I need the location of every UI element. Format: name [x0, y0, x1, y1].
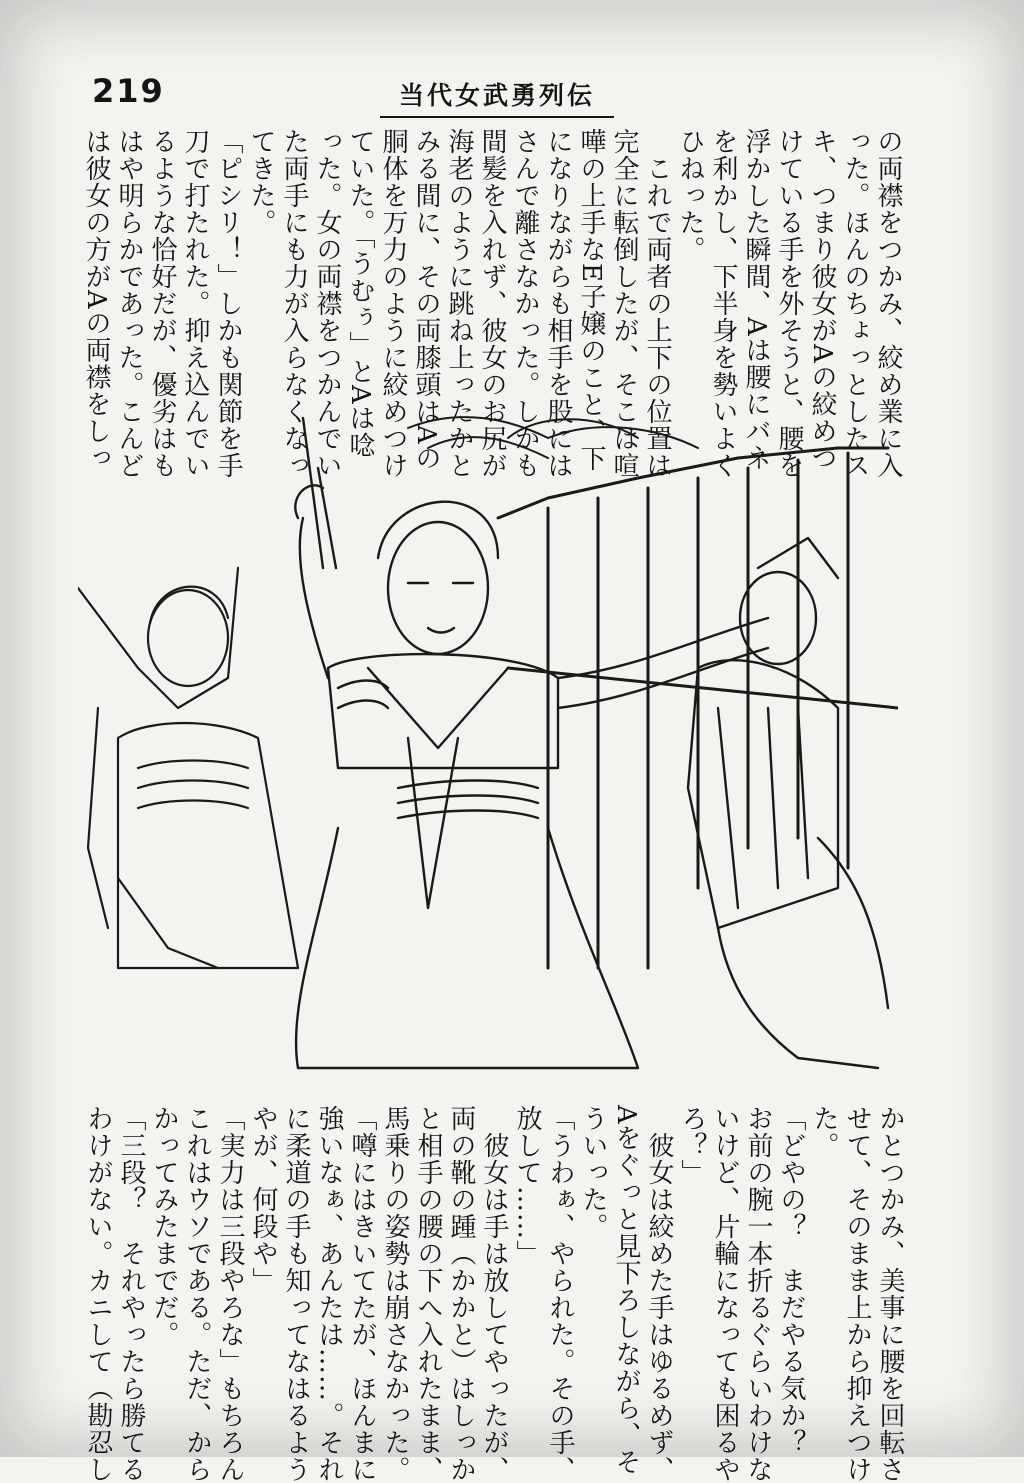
- text-column: かってみたまでだ。: [149, 1105, 179, 1348]
- text-column: Aをぐっと見下ろしながら、そ: [611, 1105, 641, 1476]
- text-column: 海老のように跳ね上ったかと: [444, 128, 474, 479]
- text-column: ろ？」: [677, 1105, 707, 1186]
- text-column: ういった。: [578, 1105, 608, 1240]
- illustration-drawing: [78, 408, 898, 1090]
- text-column: さんで離さなかった。しかも: [510, 128, 540, 479]
- text-column: 「どやの？ まだやる気か？: [776, 1105, 806, 1456]
- text-column: の両襟をつかみ、絞め業に入: [873, 128, 903, 479]
- left-girl: [78, 568, 298, 968]
- text-column: は彼女の方がAの両襟をしっ: [81, 128, 111, 472]
- text-column: けている手を外そうと、腰を: [774, 128, 804, 479]
- running-title: 当代女武勇列伝: [380, 76, 614, 118]
- text-column: せて、そのまま上から抑えつけ: [842, 1105, 872, 1483]
- text-column: になりながらも相手を股には: [543, 128, 573, 479]
- text-column: わけがない。カニして（勘忍し: [83, 1105, 113, 1483]
- text-column: 胴体を万力のように絞めつけ: [378, 128, 408, 479]
- text-column: キ、つまり彼女がAの絞めつ: [807, 128, 837, 472]
- text-column: 嘩の上手なE子嬢のこと、下: [576, 128, 606, 472]
- text-column: はや明らかであった。こんど: [114, 128, 144, 479]
- text-column: 「実力は三段やろな」もちろん: [215, 1105, 245, 1483]
- text-column: 強いなぁ、あんたは……。それ: [314, 1105, 344, 1483]
- text-column: 放して……」: [512, 1105, 542, 1267]
- text-column: 浮かした瞬間、Aは腰にバネ: [741, 128, 771, 472]
- page-number: 219: [92, 72, 165, 110]
- text-column: った。ほんのちょっとしたス: [840, 128, 870, 479]
- text-column: いけど、片輪になっても困るや: [710, 1105, 740, 1483]
- text-column: 刀で打たれた。抑え込んでい: [180, 128, 210, 479]
- bush: [408, 417, 698, 458]
- text-column: これはウソである。ただ、から: [182, 1105, 212, 1483]
- text-column: るような恰好だが、優劣はも: [147, 128, 177, 479]
- illustration-schoolgirl-fight: [78, 408, 898, 1090]
- text-column: 「噂にはきいてたが、ほんまに: [347, 1105, 377, 1483]
- text-column: 間髪を入れず、彼女のお尻が: [477, 128, 507, 479]
- text-column: に柔道の手も知ってなはるよう: [281, 1105, 311, 1483]
- text-column: てきた。: [246, 128, 276, 236]
- text-column: これで両者の上下の位置は: [642, 128, 672, 479]
- text-column: かとつかみ、美事に腰を回転さ: [875, 1105, 905, 1483]
- body-text-bottom: [76, 1105, 906, 1483]
- text-column: 「うわぁ、やられた。その手、: [545, 1105, 575, 1483]
- text-column: ひねった。: [675, 128, 705, 263]
- text-column: お前の腕一本折るぐらいわけな: [743, 1105, 773, 1483]
- text-column: 「ピシリ！」しかも関節を手: [213, 128, 243, 479]
- text-column: た。: [809, 1105, 839, 1159]
- text-column: と相手の腰の下へ入れたまま、: [413, 1105, 443, 1483]
- text-column: 彼女は絞めた手はゆるめず、: [644, 1105, 674, 1483]
- text-column: みる間に、その両膝頭はAの: [411, 128, 441, 472]
- text-column: 完全に転倒したが、そこは喧: [609, 128, 639, 479]
- body-text-top: [81, 128, 904, 479]
- text-column: ていた。「うむぅ」とAは唸: [345, 128, 375, 459]
- text-column: 馬乗りの姿勢は崩さなかった。: [380, 1105, 410, 1483]
- text-column: た両手にも力が入らなくなっ: [279, 128, 309, 479]
- falling-man: [688, 538, 888, 1068]
- text-column: 「三段？ それやったら勝てる: [116, 1105, 146, 1483]
- text-column: 彼女は手は放してやったが、: [479, 1105, 509, 1483]
- text-column: やが、何段や」: [248, 1105, 278, 1294]
- text-column: った。女の両襟をつかんでい: [312, 128, 342, 479]
- text-column: を利かし、下半身を勢いよく: [708, 128, 738, 479]
- text-column: 両の靴の踵（かかと）はしっか: [446, 1105, 476, 1483]
